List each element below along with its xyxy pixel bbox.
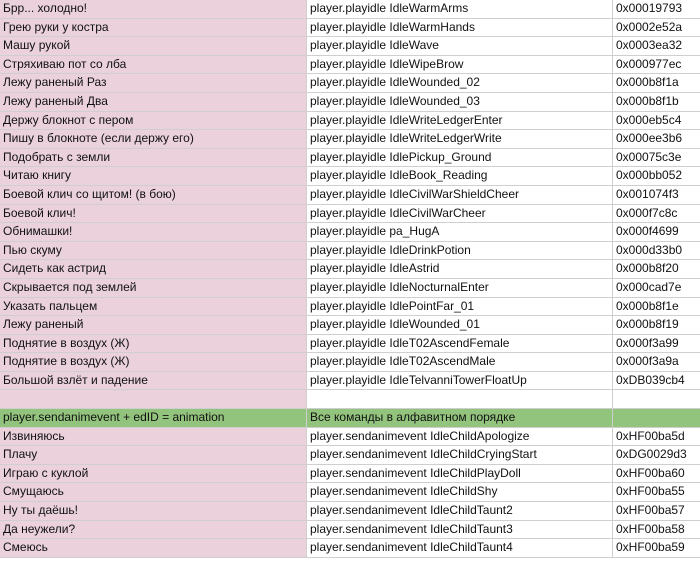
table-row[interactable] (0, 316, 700, 335)
emote-name-cell[interactable]: Извиняюсь (0, 428, 307, 446)
table-row[interactable] (0, 279, 700, 298)
empty-cell[interactable] (613, 390, 700, 408)
command-cell[interactable]: player.playidle IdleWounded_03 (307, 93, 613, 111)
command-cell[interactable]: player.playidle IdlePickup_Ground (307, 149, 613, 167)
table-row[interactable] (0, 93, 700, 112)
code-cell[interactable]: 0xHF00ba58 (616, 521, 685, 536)
command-cell[interactable]: player.playidle IdleWave (307, 37, 613, 55)
emote-name-cell[interactable]: Поднятие в воздух (Ж) (0, 353, 307, 371)
code-cell[interactable]: 0x000b8f1a (616, 75, 679, 90)
command-cell[interactable]: player.playidle IdleWarmHands (307, 19, 613, 37)
section-header-middle[interactable]: Все команды в алфавитном порядке (307, 409, 613, 427)
command-cell[interactable]: player.playidle IdleWounded_02 (307, 74, 613, 92)
code-cell[interactable]: 0x000f3a9a (616, 354, 679, 369)
command-cell[interactable]: player.playidle IdleNocturnalEnter (307, 279, 613, 297)
command-cell[interactable]: player.sendanimevent IdleChildApologize (307, 428, 613, 446)
empty-cell[interactable] (0, 390, 307, 408)
code-cell[interactable]: 0x000f3a99 (616, 335, 679, 350)
code-cell[interactable]: 0x000cad7e (616, 279, 682, 294)
code-cell[interactable]: 0x000eb5c4 (616, 112, 682, 127)
code-cell[interactable]: 0x000f4699 (616, 224, 679, 239)
emote-name-cell[interactable]: Сидеть как астрид (0, 260, 307, 278)
table-row[interactable] (0, 19, 700, 38)
code-cell[interactable]: 0x0003ea32 (616, 38, 683, 53)
table-row[interactable] (0, 465, 700, 484)
table-row[interactable] (0, 298, 700, 317)
code-cell[interactable]: 0x000bb052 (616, 168, 683, 183)
table-row[interactable] (0, 0, 700, 19)
section-header-left[interactable]: player.sendanimevent + edID = animation (0, 409, 307, 427)
table-row[interactable] (0, 37, 700, 56)
emote-name-cell[interactable]: Боевой клич! (0, 205, 307, 223)
command-cell[interactable]: player.playidle IdleWriteLedgerWrite (307, 130, 613, 148)
command-cell[interactable]: player.sendanimevent IdleChildCryingStart (307, 446, 613, 464)
table-row[interactable] (0, 130, 700, 149)
command-cell[interactable]: player.playidle IdleT02AscendFemale (307, 335, 613, 353)
table-row[interactable] (0, 223, 700, 242)
command-cell[interactable]: player.playidle IdleTelvanniTowerFloatUp (307, 372, 613, 390)
emote-name-cell[interactable]: Читаю книгу (0, 167, 307, 185)
table-row[interactable] (0, 242, 700, 261)
code-cell[interactable]: 0xHF00ba57 (616, 503, 685, 518)
code-cell[interactable]: 0x000b8f19 (616, 317, 679, 332)
table-row[interactable] (0, 521, 700, 540)
emote-name-cell[interactable]: Лежу раненый Раз (0, 74, 307, 92)
code-cell[interactable]: 0xHF00ba55 (616, 484, 685, 499)
emote-name-cell[interactable]: Ну ты даёшь! (0, 502, 307, 520)
code-cell[interactable]: 0x000977ec (616, 56, 682, 71)
table-row[interactable] (0, 149, 700, 168)
section-header-row[interactable] (0, 409, 700, 428)
command-cell[interactable]: player.playidle IdleBook_Reading (307, 167, 613, 185)
empty-cell[interactable] (307, 390, 613, 408)
command-cell[interactable]: player.playidle IdleCivilWarCheer (307, 205, 613, 223)
section-header-right[interactable] (613, 409, 700, 427)
table-row[interactable] (0, 446, 700, 465)
code-cell[interactable]: 0x00075c3e (616, 149, 682, 164)
command-cell[interactable]: player.playidle IdleAstrid (307, 260, 613, 278)
emote-name-cell[interactable]: Указать пальцем (0, 298, 307, 316)
command-cell[interactable]: player.playidle pa_HugA (307, 223, 613, 241)
table-row[interactable] (0, 502, 700, 521)
emote-name-cell[interactable]: Стряхиваю пот со лба (0, 56, 307, 74)
command-cell[interactable]: player.sendanimevent IdleChildTaunt4 (307, 539, 613, 557)
code-cell[interactable]: 0xHF00ba5d (616, 428, 685, 443)
code-cell[interactable]: 0xHF00ba59 (616, 540, 685, 555)
emote-name-cell[interactable]: Обнимашки! (0, 223, 307, 241)
code-cell[interactable]: 0x000b8f20 (616, 261, 679, 276)
emote-name-cell[interactable]: Пишу в блокноте (если держу его) (0, 130, 307, 148)
table-row[interactable] (0, 353, 700, 372)
table-row[interactable] (0, 74, 700, 93)
command-cell[interactable]: player.sendanimevent IdleChildTaunt2 (307, 502, 613, 520)
emote-name-cell[interactable]: Играю с куклой (0, 465, 307, 483)
emote-name-cell[interactable]: Лежу раненый Два (0, 93, 307, 111)
emote-name-cell[interactable]: Машу рукой (0, 37, 307, 55)
emote-name-cell[interactable]: Лежу раненый (0, 316, 307, 334)
command-cell[interactable]: player.playidle IdleWipeBrow (307, 56, 613, 74)
command-cell[interactable]: player.playidle IdleWarmArms (307, 0, 613, 18)
table-row[interactable] (0, 483, 700, 502)
code-cell[interactable]: 0xDG0029d3 (616, 447, 687, 462)
emote-name-cell[interactable]: Смущаюсь (0, 483, 307, 501)
table-row[interactable] (0, 260, 700, 279)
code-cell[interactable]: 0x000f7c8c (616, 205, 678, 220)
table-row[interactable] (0, 428, 700, 447)
emote-name-cell[interactable]: Брр... холодно! (0, 0, 307, 18)
emote-name-cell[interactable]: Смеюсь (0, 539, 307, 557)
code-cell[interactable]: 0x000b8f1e (616, 298, 679, 313)
table-row[interactable] (0, 186, 700, 205)
table-row[interactable] (0, 112, 700, 131)
command-cell[interactable]: player.playidle IdleWriteLedgerEnter (307, 112, 613, 130)
code-cell[interactable]: 0x0002e52a (616, 19, 683, 34)
emote-name-cell[interactable]: Грею руки у костра (0, 19, 307, 37)
table-row[interactable] (0, 372, 700, 391)
table-row[interactable] (0, 539, 700, 558)
table-row[interactable] (0, 335, 700, 354)
table-row[interactable] (0, 205, 700, 224)
code-cell[interactable]: 0xHF00ba60 (616, 465, 685, 480)
code-cell[interactable]: 0x00019793 (616, 1, 683, 15)
command-cell[interactable]: player.playidle IdleCivilWarShieldCheer (307, 186, 613, 204)
code-cell[interactable]: 0x000ee3b6 (616, 131, 683, 146)
table-row[interactable] (0, 56, 700, 75)
emote-name-cell[interactable]: Держу блокнот с пером (0, 112, 307, 130)
code-cell[interactable]: 0xDB039cb4 (616, 372, 685, 387)
command-cell[interactable]: player.playidle IdleDrinkPotion (307, 242, 613, 260)
code-cell[interactable]: 0x001074f3 (616, 186, 679, 201)
code-cell[interactable]: 0x000d33b0 (616, 242, 683, 257)
emote-name-cell[interactable]: Поднятие в воздух (Ж) (0, 335, 307, 353)
emote-name-cell[interactable]: Подобрать с земли (0, 149, 307, 167)
command-cell[interactable]: player.playidle IdleWounded_01 (307, 316, 613, 334)
command-cell[interactable]: player.sendanimevent IdleChildShy (307, 483, 613, 501)
table-row[interactable] (0, 167, 700, 186)
command-cell[interactable]: player.playidle IdlePointFar_01 (307, 298, 613, 316)
emote-name-cell[interactable]: Плачу (0, 446, 307, 464)
emote-name-cell[interactable]: Скрывается под землей (0, 279, 307, 297)
command-cell[interactable]: player.sendanimevent IdleChildPlayDoll (307, 465, 613, 483)
emote-name-cell[interactable]: Большой взлёт и падение (0, 372, 307, 390)
emote-name-cell[interactable]: Пью скуму (0, 242, 307, 260)
emote-name-cell[interactable]: Боевой клич со щитом! (в бою) (0, 186, 307, 204)
emote-name-cell[interactable]: Да неужели? (0, 521, 307, 539)
empty-row[interactable] (0, 390, 700, 409)
code-cell[interactable]: 0x000b8f1b (616, 93, 679, 108)
command-cell[interactable]: player.sendanimevent IdleChildTaunt3 (307, 521, 613, 539)
command-cell[interactable]: player.playidle IdleT02AscendMale (307, 353, 613, 371)
